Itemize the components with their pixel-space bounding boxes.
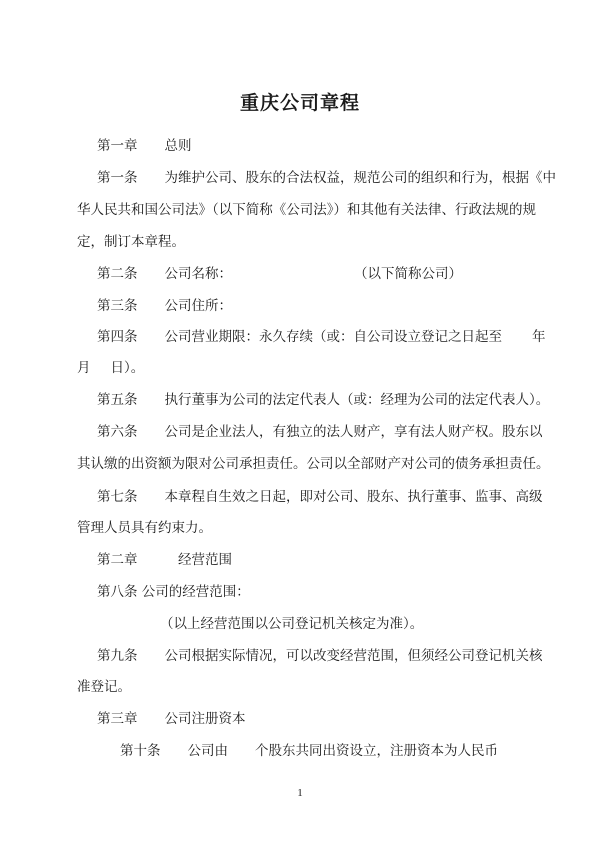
article-6-line-2: 其认缴的出资额为限对公司承担责任。公司以全部财产对公司的债务承担责任。	[77, 456, 550, 472]
article-2-suffix: （以下简称公司）	[354, 266, 462, 282]
article-7-line-1: 第七条 本章程自生效之日起，即对公司、股东、执行董事、监事、高级	[97, 489, 543, 505]
article-1-line-1: 第一条 为维护公司、股东的合法权益，规范公司的组织和行为，根据《中	[97, 170, 556, 186]
article-5: 第五条 执行董事为公司的法定代表人（或：经理为公司的法定代表人）。	[97, 392, 550, 408]
page-number: 1	[297, 787, 303, 799]
article-6-line-1: 第六条 公司是企业法人，有独立的法人财产，享有法人财产权。股东以	[97, 424, 543, 440]
chapter-2-heading: 第二章 经营范围	[97, 552, 232, 568]
chapter-3-heading: 第三章 公司注册资本	[97, 711, 246, 727]
article-2	[97, 264, 462, 284]
article-4-day: 日）。	[110, 360, 145, 376]
article-4-month: 月	[77, 360, 91, 376]
article-4-year: 年	[532, 329, 546, 345]
article-9-line-1: 第九条 公司根据实际情况，可以改变经营范围，但须经公司登记机关核	[97, 648, 543, 664]
article-7-line-2: 管理人员具有约束力。	[77, 520, 212, 536]
article-3: 第三条 公司住所：	[97, 298, 232, 314]
article-2-label: 第二条 公司名称：	[97, 266, 232, 282]
chapter-1-heading: 第一章 总则	[97, 138, 192, 154]
article-4-line-1	[97, 327, 546, 347]
document-title: 重庆公司章程	[239, 92, 360, 114]
article-4-main: 第四条 公司营业期限：永久存续（或：自公司设立登记之日起至	[97, 329, 502, 345]
article-10: 第十条 公司由 个股东共同出资设立，注册资本为人民币	[120, 743, 498, 759]
article-9-line-2: 准登记。	[77, 679, 131, 695]
article-8: 第八条 公司的经营范围：	[97, 584, 250, 600]
article-1-line-2: 华人民共和国公司法》（以下简称《公司法》）和其他有关法律、行政法规的规	[77, 202, 536, 218]
article-8-note: （以上经营范围以公司登记机关核定为准）。	[160, 616, 424, 632]
article-1-line-3: 定，制订本章程。	[77, 234, 185, 250]
article-4-line-2	[77, 358, 144, 378]
